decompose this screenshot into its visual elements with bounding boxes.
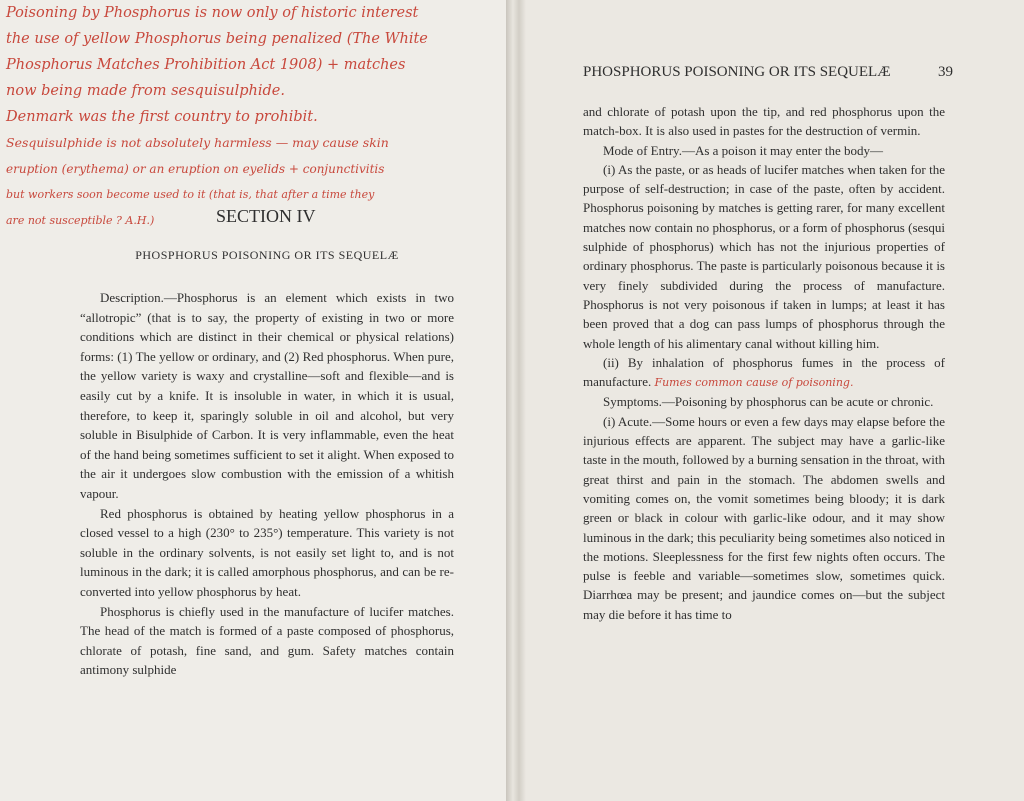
paragraph: (i) Acute.—Some hours or even a few days may elapse before the injurious effects are apparent. The subject may have a garlic-like taste in the mouth, followed by a burning sensation in the throat, with great thirst and pain in the stomach. The abdomen swells and vomiting comes on, the vomit sometimes being bloody; it is dark green or black in colour with garlic-like odour, and it may show luminous in the dark; this peculiarity being sometimes also noticed in the motions. Sleeplessness for the first few nights often occurs. The pulse is feeble and variable—sometimes slow, sometimes quick. Diarrhœa may be present; and jaundice comes on—but the subject may die before it has time to [583,413,945,622]
paragraph: Description.—Phosphorus is an element which exists in two “allotropic” (that is to say, the property of existing in two or more conditions which are distinct in their chemical or physical relations) forms: (1) The yellow or ordinary, and (2) Red phosphorus. When pure, the yellow variety is waxy and crystalline—soft and flexible—and is easily cut by a knife. It is insoluble in water, in which it is usual, therefore, to keep it, sparingly soluble in oil and alcohol, but very soluble in Bisulphide of Carbon. It is very inflammable, even the heat of the hand being sometimes sufficient to set it alight. When exposed to the air it undergoes slow combustion with the emission of a whitish vapour. [80,290,454,501]
handwritten-line: now being made from sesquisulphide. [6,83,285,99]
right-body-text [583,102,945,624]
handwritten-line: Poisoning by Phosphorus is now only of historic interest [6,5,419,21]
handwritten-line: are not susceptible ? A.H.) [6,214,155,227]
paragraph-text: (ii) By inhalation of phosphorus fumes in the process of manufacture. [583,354,945,390]
right-page [526,0,1024,801]
left-page [0,0,506,801]
paragraph [583,353,945,393]
running-head-title: PHOSPHORUS POISONING OR ITS SEQUELÆ [583,64,891,80]
book-gutter [506,0,526,801]
paragraph: (i) As the paste, or as heads of lucifer matches when taken for the purpose of self-destruction; in case of the paste, often by accident. Phosphorus poisoning by matches is getting rarer, for many excellent matches now contain no phosphorus, or a form of phosphorus (sesqui sulphide of phosphorus) which has not the injurious properties of ordinary phosphorus. The paste is particularly poisonous because it is very finely subdivided during the process of manufacture. Phosphorus is not very poisonous if taken in lumps; at least it has been proved that a dog can pass lumps of phosphorus through the whole length of his alimentary canal without killing him. [583,161,945,351]
handwritten-annotation [6,0,496,234]
paragraph: Mode of Entry.—As a poison it may enter the body— [603,142,884,158]
handwritten-margin-note: Fumes common cause of poisoning. [654,376,854,390]
paragraph: Symptoms.—Poisoning by phosphorus can be acute or chronic. [603,394,934,410]
handwritten-line: Phosphorus Matches Prohibition Act 1908) + matches [6,57,406,73]
paragraph: Red phosphorus is obtained by heating yellow phosphorus in a closed vessel to a high (230° to 235°) temperature. This variety is not soluble in the ordinary solvents, is not easily set light to, and is not luminous in the dark; it is called amorphous phosphorus, and can be re-converted into yellow phosphorus by heat. [80,505,454,599]
section-heading: SECTION IV [216,206,316,226]
handwritten-line: Denmark was the first country to prohibit. [6,109,318,125]
handwritten-line: the use of yellow Phosphorus being penalized (The White [6,31,428,47]
handwritten-line: Sesquisulphide is not absolutely harmless — may cause skin [6,135,389,150]
left-body-text [80,288,454,680]
page-number: 39 [938,64,953,80]
section-subheading: PHOSPHORUS POISONING OR ITS SEQUELÆ [135,248,399,262]
handwritten-line: eruption (erythema) or an eruption on eyelids + conjunctivitis [6,162,385,176]
paragraph: and chlorate of potash upon the tip, and red phosphorus upon the match-box. It is also used in pastes for the destruction of vermin. [583,104,945,139]
paragraph: Phosphorus is chiefly used in the manufacture of lucifer matches. The head of the match is formed of a paste composed of phosphorus, chlorate of potash, fine sand, and gum. Safety matches contain antimony sulphide [80,603,454,678]
running-head [583,64,953,81]
handwritten-line: but workers soon become used to it (that is, that after a time they [6,188,375,201]
